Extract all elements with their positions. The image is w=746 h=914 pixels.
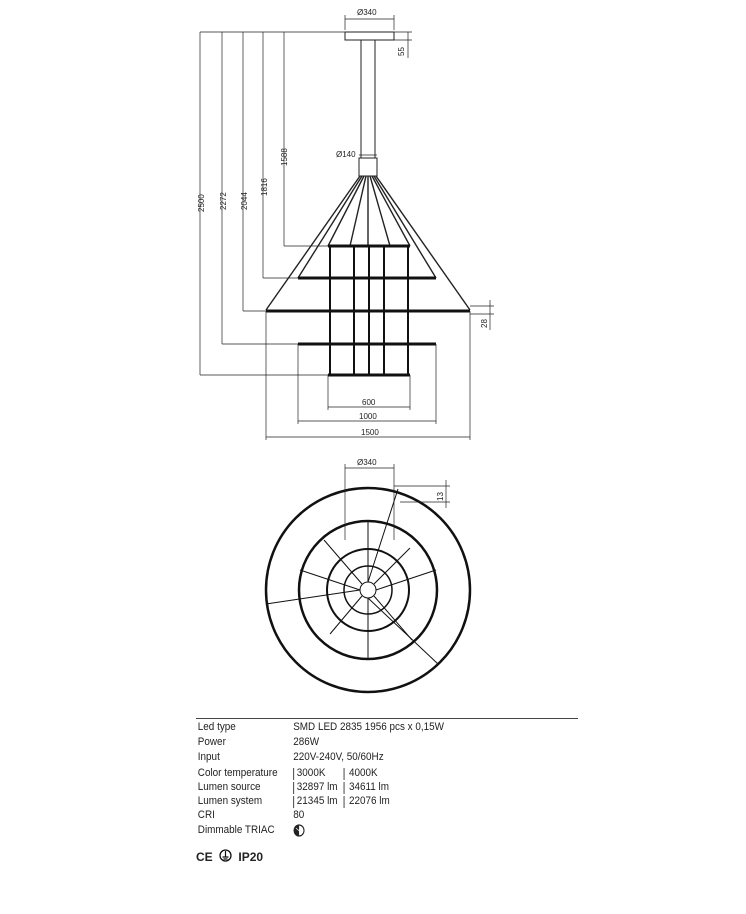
dimmable-icon [293,824,305,841]
top-view-dim-diameter: Ø340 [357,458,377,467]
hub-ring [360,582,376,598]
dim-width-1500: 1500 [361,428,379,437]
spec-label: CRI [197,809,215,821]
spec-divider [344,768,345,780]
spec-label: Dimmable TRIAC [197,824,275,836]
dim-height-2500: 2500 [197,194,206,212]
spec-label: Lumen source [197,781,261,793]
spec-value: 80 [293,809,305,821]
spec-value-4000k: 34611 lm [349,781,389,793]
spec-table [196,718,578,836]
spec-value-3000k: 21345 lm [296,795,338,807]
spec-divider [293,782,294,794]
spec-value: 220V-240V, 50/60Hz [293,751,384,763]
ip-rating: IP20 [238,850,264,864]
outer-ring [266,488,470,692]
ce-mark-icon: CE [196,850,213,864]
top-view-dim-offset: 13 [436,492,445,501]
dim-height-2044: 2044 [240,192,249,210]
spec-value: SMD LED 2835 1956 pcs x 0,15W [293,721,444,733]
dim-height-1816: 1816 [260,178,269,196]
dim-width-1000: 1000 [359,412,377,421]
spec-label: Color temperature [197,767,278,779]
spec-divider [344,796,345,808]
spec-label: Power [197,736,226,748]
spec-value-4000k: 22076 lm [349,795,390,807]
spec-divider [293,796,294,808]
dim-height-1588: 1588 [280,148,289,166]
spec-label: Led type [197,721,236,733]
side-view [200,15,494,440]
side-view-labels [197,8,489,437]
spec-divider [344,782,345,794]
top-view-spokes [266,489,438,664]
suspension-rod [361,40,375,158]
spec-label: Input [197,751,220,763]
spec-divider [293,768,294,780]
hub [359,158,377,176]
spec-value-3000k: 3000K [296,767,326,779]
dim-height-2272: 2272 [219,192,228,210]
spec-value-3000k: 32897 lm [296,781,338,793]
spec-value: 286W [293,736,320,748]
certification-marks [196,849,266,865]
canopy [345,32,394,40]
dim-hub-diameter: Ø140 [336,150,356,159]
dim-canopy-height: 55 [397,47,406,56]
dim-top-diameter: Ø340 [357,8,377,17]
spec-table-rule [196,718,578,719]
spec-value-4000k: 4000K [349,767,378,779]
dim-width-600: 600 [362,398,376,407]
spec-label: Lumen system [197,795,263,807]
class-symbol-icon [219,849,232,865]
dim-ring-thickness: 28 [480,319,489,328]
